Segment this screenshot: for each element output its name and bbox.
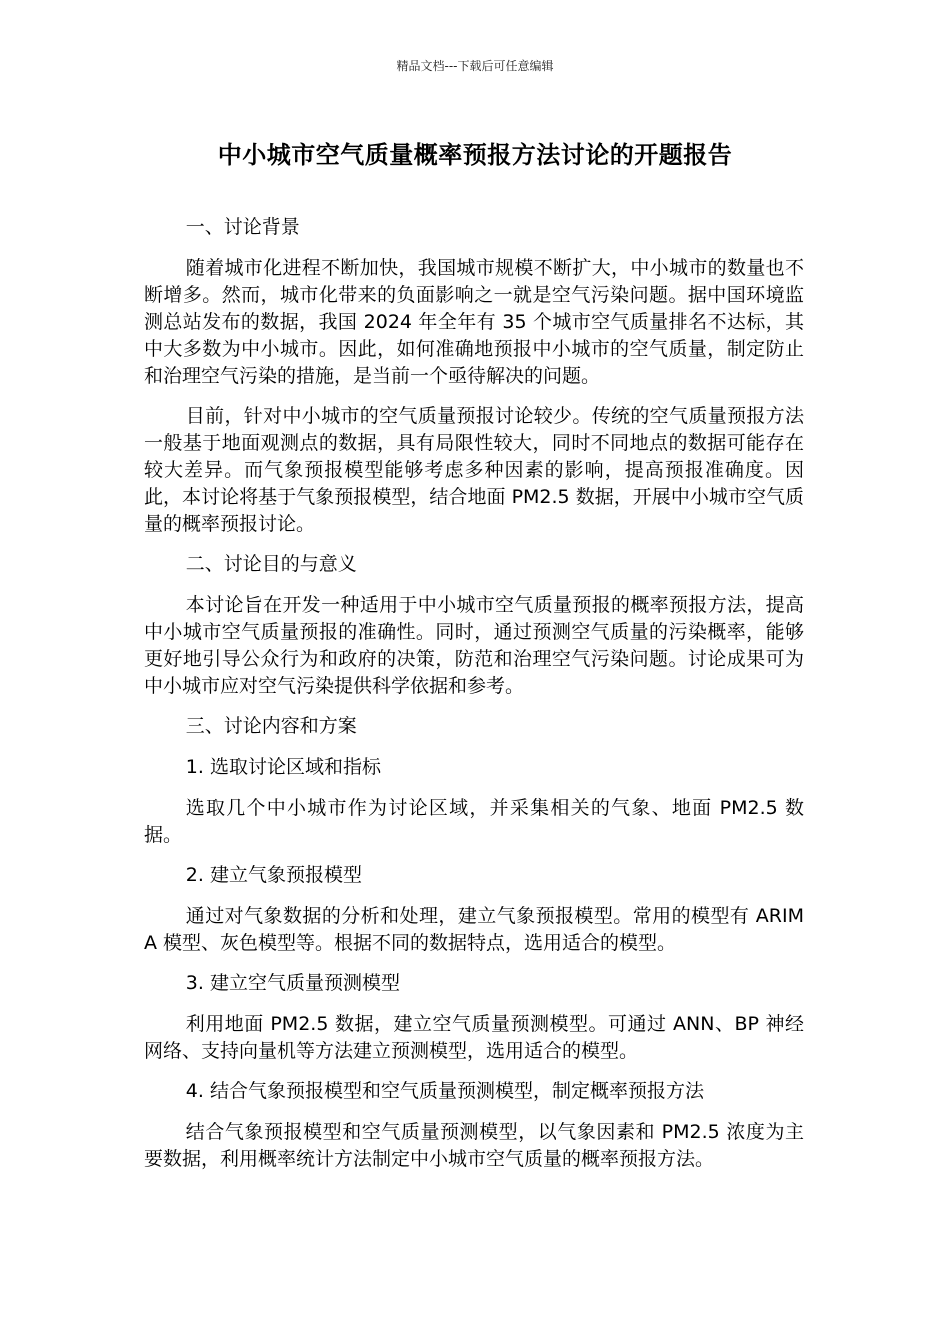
subheading-probability-method: 4. 结合气象预报模型和空气质量预测模型，制定概率预报方法 [185, 1080, 704, 1102]
section-heading-content-plan: 三、讨论内容和方案 [185, 715, 357, 737]
paragraph-probability-method: 结合气象预报模型和空气质量预测模型，以气象因素和 PM2.5 浓度为主要数据，利用概率统计方法制定中小城市空气质量的概率预报方法。 [144, 1121, 804, 1170]
paragraph-air-quality-model: 利用地面 PM2.5 数据，建立空气质量预测模型。可通过 ANN、BP 神经网络、支持向量机等方法建立预测模型，选用适合的模型。 [144, 1013, 804, 1062]
subheading-air-quality-model: 3. 建立空气质量预测模型 [185, 972, 400, 994]
document-body [144, 214, 804, 1186]
section-heading-purpose: 二、讨论目的与意义 [185, 553, 357, 575]
section-heading-background: 一、讨论背景 [185, 216, 300, 238]
paragraph-weather-model: 通过对气象数据的分析和处理，建立气象预报模型。常用的模型有 ARIMA 模型、灰色模型等。根据不同的数据特点，选用适合的模型。 [144, 905, 804, 954]
paragraph-purpose: 本讨论旨在开发一种适用于中小城市空气质量预报的概率预报方法，提高中小城市空气质量预报的准确性。同时，通过预测空气质量的污染概率，能够更好地引导公众行为和政府的决策，防范和治理空气污染问题。讨论成果可为中小城市应对空气污染提供科学依据和参考。 [144, 594, 804, 697]
paragraph-background-2: 目前，针对中小城市的空气质量预报讨论较少。传统的空气质量预报方法一般基于地面观测点的数据，具有局限性较大，同时不同地点的数据可能存在较大差异。而气象预报模型能够考虑多种因素的影响，提高预报准确度。因此，本讨论将基于气象预报模型，结合地面 PM2.5 数据，开展中小城市空气质量的概率预报讨论。 [144, 405, 804, 535]
subheading-weather-model: 2. 建立气象预报模型 [185, 864, 362, 886]
document-title: 中小城市空气质量概率预报方法讨论的开题报告 [217, 141, 733, 169]
paragraph-select-region: 选取几个中小城市作为讨论区域，并采集相关的气象、地面 PM2.5 数据。 [144, 797, 804, 846]
page-header-note: 精品文档---下载后可任意编辑 [396, 59, 554, 73]
subheading-select-region: 1. 选取讨论区域和指标 [185, 756, 381, 778]
paragraph-background-1: 随着城市化进程不断加快，我国城市规模不断扩大，中小城市的数量也不断增多。然而，城市化带来的负面影响之一就是空气污染问题。据中国环境监测总站发布的数据，我国 2024 年全年有 35 个城市空气质量排名不达标，其中大多数为中小城市。因此，如何准确地预报中小城市的空气质量，制定防止和治理空气污染的措施，是当前一个亟待解决的问题。 [144, 257, 804, 387]
